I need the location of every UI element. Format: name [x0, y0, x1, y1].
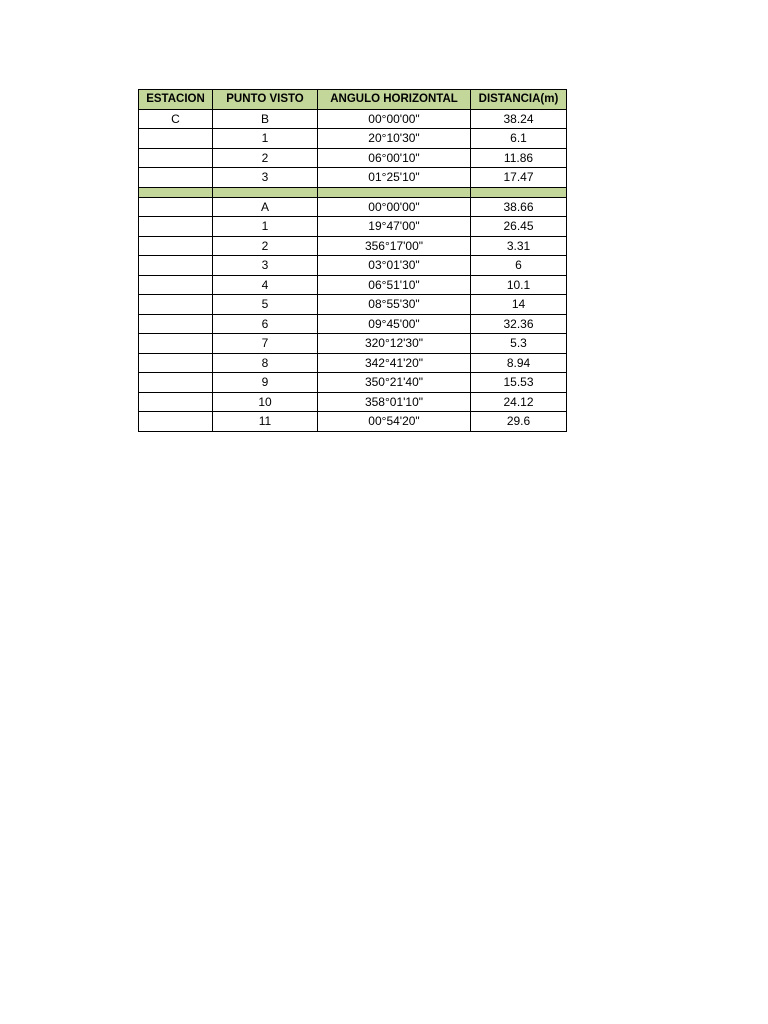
header-estacion: ESTACION — [139, 90, 213, 110]
cell-angulo-horizontal: 00°00'00" — [318, 109, 471, 129]
cell-estacion — [139, 353, 213, 373]
cell-punto-visto: 1 — [213, 217, 318, 237]
cell-distancia: 6.1 — [471, 129, 567, 149]
cell-distancia: 38.24 — [471, 109, 567, 129]
cell-distancia: 24.12 — [471, 392, 567, 412]
cell-estacion — [139, 314, 213, 334]
table-row — [139, 109, 567, 129]
table-header — [139, 90, 567, 110]
table-row — [139, 334, 567, 354]
table-row — [139, 236, 567, 256]
separator-row — [139, 187, 567, 197]
table-row — [139, 392, 567, 412]
cell-punto-visto: 2 — [213, 236, 318, 256]
cell-punto-visto: 11 — [213, 412, 318, 432]
cell-distancia: 17.47 — [471, 168, 567, 188]
cell-distancia: 5.3 — [471, 334, 567, 354]
cell-angulo-horizontal: 06°51'10" — [318, 275, 471, 295]
cell-angulo-horizontal: 09°45'00" — [318, 314, 471, 334]
table-row — [139, 217, 567, 237]
cell-angulo-horizontal: 01°25'10" — [318, 168, 471, 188]
cell-punto-visto: 6 — [213, 314, 318, 334]
cell-punto-visto: 3 — [213, 168, 318, 188]
cell-punto-visto: A — [213, 197, 318, 217]
cell-distancia: 6 — [471, 256, 567, 276]
table-row — [139, 148, 567, 168]
cell-estacion — [139, 168, 213, 188]
cell-angulo-horizontal: 08°55'30" — [318, 295, 471, 315]
table-row — [139, 168, 567, 188]
table-row — [139, 412, 567, 432]
header-punto-visto: PUNTO VISTO — [213, 90, 318, 110]
cell-punto-visto: 4 — [213, 275, 318, 295]
table-row — [139, 197, 567, 217]
cell-estacion — [139, 334, 213, 354]
cell-distancia: 3.31 — [471, 236, 567, 256]
cell-punto-visto: B — [213, 109, 318, 129]
cell-estacion — [139, 256, 213, 276]
cell-estacion: C — [139, 109, 213, 129]
table-row — [139, 275, 567, 295]
cell-estacion — [139, 373, 213, 393]
cell-distancia: 38.66 — [471, 197, 567, 217]
cell-estacion — [139, 412, 213, 432]
cell-distancia: 32.36 — [471, 314, 567, 334]
cell-distancia: 11.86 — [471, 148, 567, 168]
cell-distancia: 10.1 — [471, 275, 567, 295]
cell-angulo-horizontal: 350°21'40" — [318, 373, 471, 393]
cell-angulo-horizontal: 356°17'00" — [318, 236, 471, 256]
cell-distancia: 26.45 — [471, 217, 567, 237]
table-row — [139, 314, 567, 334]
cell-angulo-horizontal: 358°01'10" — [318, 392, 471, 412]
cell-angulo-horizontal: 19°47'00" — [318, 217, 471, 237]
cell-distancia: 15.53 — [471, 373, 567, 393]
table-body — [139, 109, 567, 431]
table-row — [139, 129, 567, 149]
cell-estacion — [139, 187, 213, 197]
header-angulo-horizontal: ANGULO HORIZONTAL — [318, 90, 471, 110]
cell-punto-visto: 10 — [213, 392, 318, 412]
table-row — [139, 295, 567, 315]
cell-angulo-horizontal: 20°10'30" — [318, 129, 471, 149]
cell-punto-visto: 7 — [213, 334, 318, 354]
cell-punto-visto: 2 — [213, 148, 318, 168]
cell-estacion — [139, 197, 213, 217]
cell-estacion — [139, 148, 213, 168]
cell-estacion — [139, 217, 213, 237]
cell-estacion — [139, 295, 213, 315]
cell-distancia: 8.94 — [471, 353, 567, 373]
cell-punto-visto: 3 — [213, 256, 318, 276]
cell-punto-visto: 1 — [213, 129, 318, 149]
header-distancia: DISTANCIA(m) — [471, 90, 567, 110]
cell-distancia: 29.6 — [471, 412, 567, 432]
survey-table — [138, 89, 567, 432]
cell-distancia — [471, 187, 567, 197]
cell-angulo-horizontal: 06°00'10" — [318, 148, 471, 168]
cell-estacion — [139, 129, 213, 149]
cell-angulo-horizontal: 03°01'30" — [318, 256, 471, 276]
cell-angulo-horizontal: 342°41'20" — [318, 353, 471, 373]
table-row — [139, 373, 567, 393]
cell-angulo-horizontal: 00°54'20" — [318, 412, 471, 432]
table-row — [139, 256, 567, 276]
cell-distancia: 14 — [471, 295, 567, 315]
cell-punto-visto: 9 — [213, 373, 318, 393]
cell-estacion — [139, 275, 213, 295]
cell-punto-visto: 5 — [213, 295, 318, 315]
cell-angulo-horizontal: 00°00'00" — [318, 197, 471, 217]
cell-punto-visto — [213, 187, 318, 197]
cell-estacion — [139, 236, 213, 256]
cell-estacion — [139, 392, 213, 412]
cell-punto-visto: 8 — [213, 353, 318, 373]
header-row — [139, 90, 567, 110]
cell-angulo-horizontal: 320°12'30" — [318, 334, 471, 354]
cell-angulo-horizontal — [318, 187, 471, 197]
table-row — [139, 353, 567, 373]
